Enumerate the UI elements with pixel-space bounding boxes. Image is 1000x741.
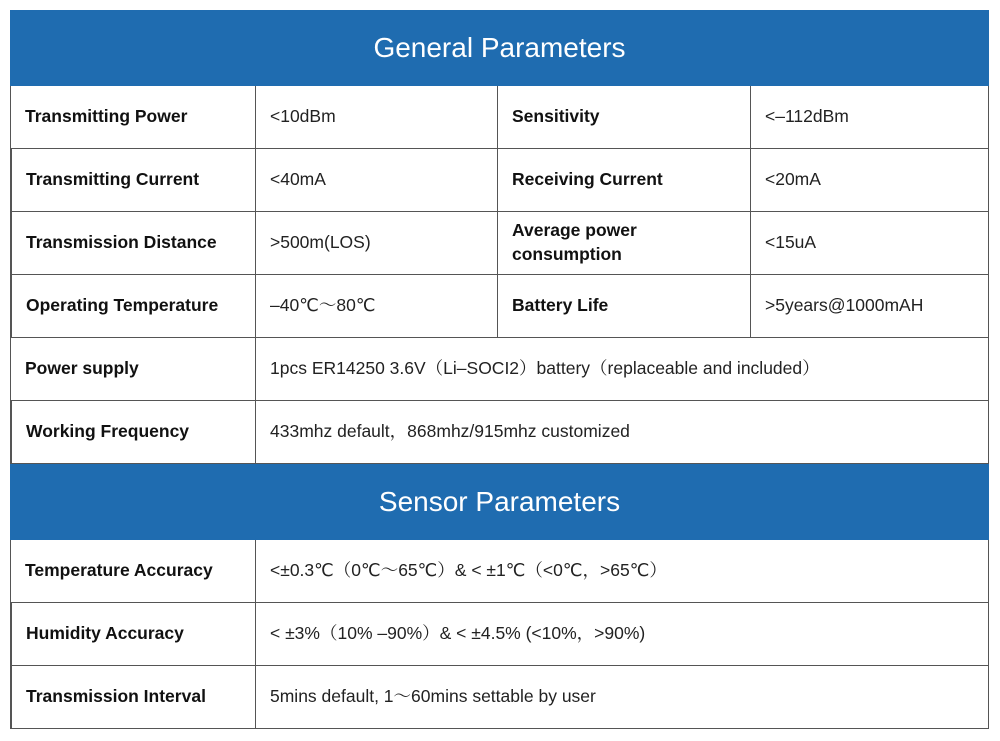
spec-sheet — [10, 10, 989, 729]
power-supply-label: Power supply — [11, 338, 255, 401]
receiving-current-label: Receiving Current — [497, 149, 750, 212]
sensor-parameters-title: Sensor Parameters — [378, 486, 621, 517]
transmitting-current-value: <40mA — [255, 149, 497, 212]
average-power-consumption-value: <15uA — [750, 212, 988, 275]
transmitting-power-value: <10dBm — [255, 86, 497, 149]
temperature-accuracy-label: Temperature Accuracy — [11, 540, 255, 603]
temperature-accuracy-value: <±0.3℃（0℃～65℃）& < ±1℃（<0℃，>65℃） — [255, 540, 988, 603]
general-pair-table — [10, 86, 989, 338]
general-parameters-title: General Parameters — [373, 32, 626, 63]
receiving-current-value: <20mA — [750, 149, 988, 212]
sensitivity-label: Sensitivity — [497, 86, 750, 149]
sensitivity-value: <–112dBm — [750, 86, 988, 149]
battery-life-label: Battery Life — [497, 275, 750, 338]
transmitting-power-label: Transmitting Power — [11, 86, 255, 149]
working-frequency-value: 433mhz default，868mhz/915mhz customized — [255, 401, 988, 464]
transmission-distance-label: Transmission Distance — [11, 212, 255, 275]
operating-temperature-value: –40℃～80℃ — [255, 275, 497, 338]
humidity-accuracy-label: Humidity Accuracy — [11, 603, 255, 666]
operating-temperature-label: Operating Temperature — [11, 275, 255, 338]
transmission-interval-label: Transmission Interval — [11, 666, 255, 729]
transmitting-current-label: Transmitting Current — [11, 149, 255, 212]
sensor-parameters-header — [10, 464, 989, 540]
power-supply-value: 1pcs ER14250 3.6V（Li–SOCI2）battery（replaceable and included） — [255, 338, 988, 401]
transmission-interval-value: 5mins default, 1～60mins settable by user — [255, 666, 988, 729]
humidity-accuracy-value: < ±3%（10% –90%）& < ±4.5% (<10%，>90%) — [255, 603, 988, 666]
sensor-table — [10, 540, 989, 729]
general-parameters-header — [10, 10, 989, 86]
working-frequency-label: Working Frequency — [11, 401, 255, 464]
general-wide-table — [10, 338, 989, 464]
transmission-distance-value: >500m(LOS) — [255, 212, 497, 275]
battery-life-value: >5years@1000mAH — [750, 275, 988, 338]
average-power-consumption-label: Average power consumption — [497, 212, 750, 275]
